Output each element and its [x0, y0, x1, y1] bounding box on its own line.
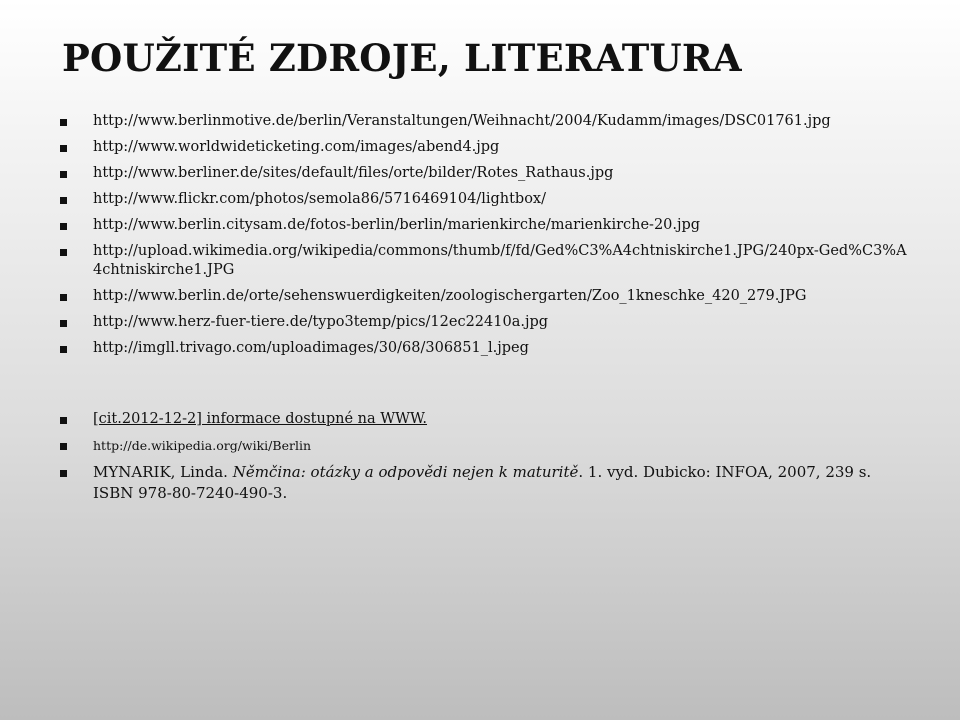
bullet-icon: [60, 417, 67, 424]
reference-url[interactable]: http://www.berliner.de/sites/default/files/orte/bilder/Rotes_Rathaus.jpg: [93, 165, 614, 181]
reference-url[interactable]: http://www.flickr.com/photos/semola86/5716469104/lightbox/: [93, 191, 546, 207]
reference-url[interactable]: http://www.worldwideticketing.com/images/abend4.jpg: [93, 139, 500, 155]
list-item: [60, 190, 915, 209]
reference-url[interactable]: http://www.herz-fuer-tiere.de/typo3temp/pics/12ec22410a.jpg: [93, 314, 549, 330]
citation-note-link[interactable]: [cit.2012-12-2] informace dostupné na WWW.: [93, 411, 428, 427]
list-item: [60, 287, 915, 306]
bullet-icon: [60, 320, 67, 327]
reference-url[interactable]: http://www.berlinmotive.de/berlin/Veranstaltungen/Weihnacht/2004/Kudamm/images/DSC01761.jpg: [93, 113, 831, 129]
list-item: [60, 436, 915, 455]
bullet-icon: [60, 171, 67, 178]
bullet-icon: [60, 223, 67, 230]
wiki-link[interactable]: http://de.wikipedia.org/wiki/Berlin: [93, 438, 311, 453]
bullet-icon: [60, 443, 67, 450]
list-item: [60, 242, 915, 280]
book-details: . 1. vyd. Dubicko: INFOA, 2007, 239 s. ISBN 978-80-7240-490-3.: [93, 463, 872, 502]
bullet-icon: [60, 346, 67, 353]
reference-url[interactable]: http://www.berlin.citysam.de/fotos-berlin/berlin/marienkirche/marienkirche-20.jpg: [93, 217, 701, 233]
bullet-icon: [60, 197, 67, 204]
list-item: [60, 164, 915, 183]
reference-list: [60, 112, 915, 511]
list-item: [60, 410, 915, 429]
reference-url[interactable]: http://upload.wikimedia.org/wikipedia/commons/thumb/f/fd/Ged%C3%A4chtniskirche1.JPG/240px-Ged%C3%A4chtniskirche1.JPG: [93, 243, 907, 278]
list-item: [60, 313, 915, 332]
bullet-icon: [60, 145, 67, 152]
list-item: [60, 339, 915, 358]
reference-url[interactable]: http://imgll.trivago.com/uploadimages/30/68/306851_l.jpeg: [93, 340, 529, 356]
bullet-icon: [60, 294, 67, 301]
page-title: POUŽITÉ ZDROJE, LITERATURA: [62, 36, 742, 80]
reference-url[interactable]: http://www.berlin.de/orte/sehenswuerdigkeiten/zoologischergarten/Zoo_1kneschke_420_279.JPG: [93, 288, 807, 304]
book-author: MYNARIK, Linda.: [93, 463, 233, 481]
list-item: [60, 462, 915, 504]
bullet-icon: [60, 470, 67, 477]
bullet-icon: [60, 249, 67, 256]
list-item: [60, 112, 915, 131]
bullet-icon: [60, 119, 67, 126]
book-title: Němčina: otázky a odpovědi nejen k maturitě: [232, 463, 579, 481]
list-item: [60, 138, 915, 157]
list-item: [60, 216, 915, 235]
